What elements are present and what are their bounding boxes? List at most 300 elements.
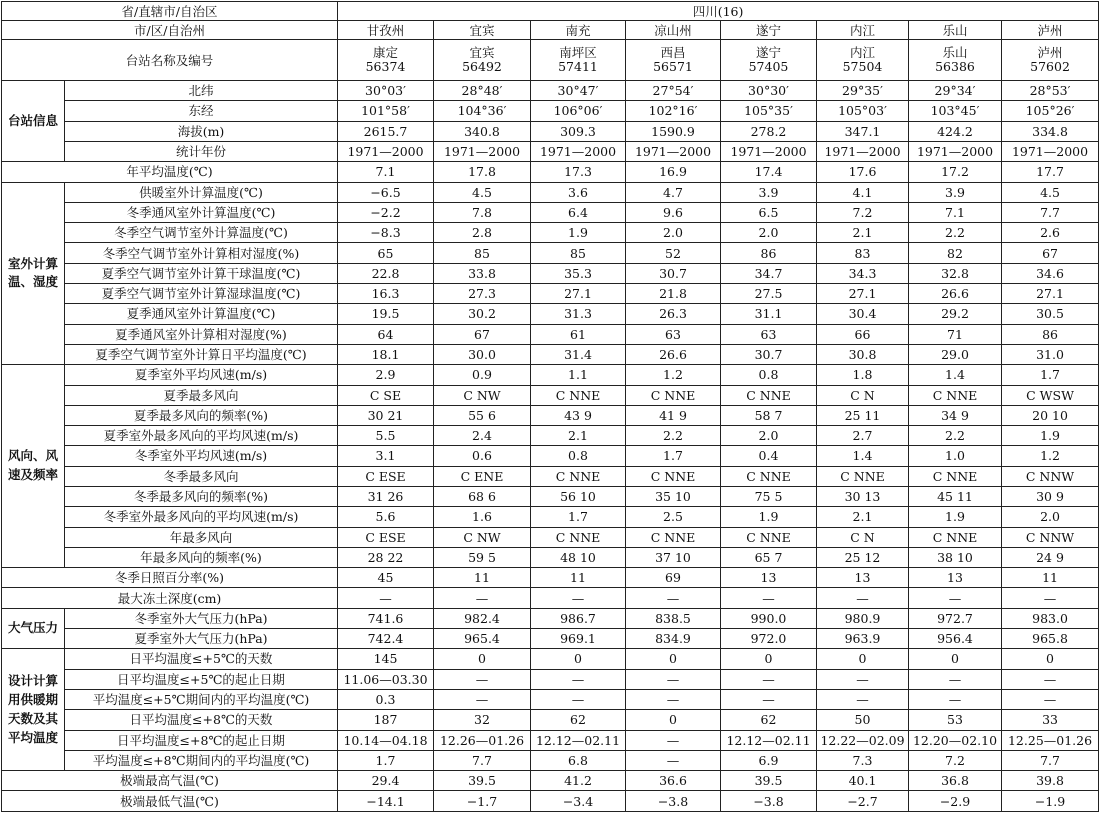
value-cell: −8.3 [338,223,434,243]
station-name: 乐山 [942,45,968,61]
city-cell: 宜宾 [434,21,531,40]
value-cell: C NNE [531,466,626,486]
value-cell: 62 [531,710,626,730]
value-cell: 0.4 [721,446,817,466]
value-cell: 27.1 [531,284,626,304]
value-cell: 12.26—01.26 [434,730,531,750]
value-cell: 27.3 [434,284,531,304]
value-cell: 7.1 [909,202,1002,222]
value-cell: 741.6 [338,608,434,628]
row-label: 夏季空气调节室外计算湿球温度(℃) [65,284,338,304]
value-cell: 35 10 [626,487,721,507]
value-cell: — [434,689,531,709]
value-cell: 68 6 [434,487,531,507]
row-sunshine-w [2,568,1099,588]
value-cell: C NNE [721,466,817,486]
value-cell: −14.1 [338,791,434,812]
value-cell: C N [817,385,909,405]
value-cell: 28°48′ [434,81,531,101]
value-cell: −2.2 [338,202,434,222]
group-heating: 设计计算用供暖期天数及其平均温度 [2,649,65,771]
value-cell: 30.8 [817,344,909,364]
value-cell: 1.7 [338,750,434,770]
value-cell: C ESE [338,527,434,547]
value-cell: — [721,689,817,709]
value-cell: 7.2 [909,750,1002,770]
value-cell: 29.0 [909,344,1002,364]
station-name: 遂宁 [755,45,781,61]
row-t-ac-w [2,223,1099,243]
value-cell: 0 [626,710,721,730]
value-cell: 2.1 [817,507,909,527]
value-cell: — [1002,669,1099,689]
station-row [2,40,1099,81]
value-cell: 7.7 [1002,750,1099,770]
value-cell: 56 10 [531,487,626,507]
city-cell: 甘孜州 [338,21,434,40]
row-label: 夏季室外大气压力(hPa) [65,629,338,649]
value-cell: 19.5 [338,304,434,324]
station-cell [909,40,1002,81]
row-lat [2,81,1099,101]
value-cell: 1.4 [817,446,909,466]
value-cell: 30 21 [338,405,434,425]
value-cell: 12.22—02.09 [817,730,909,750]
value-cell: 30.7 [721,344,817,364]
row-label: 冬季最多风向的频率(%) [65,487,338,507]
value-cell: 334.8 [1002,121,1099,141]
value-cell: 22.8 [338,263,434,283]
value-cell: 1.9 [721,507,817,527]
row-d8-days [2,710,1099,730]
value-cell: 45 11 [909,487,1002,507]
value-cell: 7.1 [338,162,434,182]
value-cell: −2.9 [909,791,1002,812]
value-cell: 2.0 [1002,507,1099,527]
value-cell: 2.8 [434,223,531,243]
value-cell: 1.7 [1002,365,1099,385]
row-label: 北纬 [65,81,338,101]
value-cell: 105°26′ [1002,101,1099,121]
value-cell: 0 [434,649,531,669]
value-cell: — [626,689,721,709]
value-cell: 0 [1002,649,1099,669]
value-cell: 35.3 [531,263,626,283]
value-cell: 34.6 [1002,263,1099,283]
row-label: 夏季室外平均风速(m/s) [65,365,338,385]
row-label: 日平均温度≤+5℃的天数 [65,649,338,669]
row-label: 年最多风向 [65,527,338,547]
station-id: 57405 [748,59,789,75]
value-cell: — [531,669,626,689]
row-wf-w [2,487,1099,507]
value-cell: 20 10 [1002,405,1099,425]
value-cell: 39.8 [1002,771,1099,791]
value-cell: 1971—2000 [1002,141,1099,161]
value-cell: 27.1 [817,284,909,304]
row-label: 日平均温度≤+8℃的天数 [65,710,338,730]
value-cell: 17.8 [434,162,531,182]
value-cell: 30.2 [434,304,531,324]
group-outdoor-temp: 室外计算温、湿度 [2,182,65,365]
value-cell: 1.9 [909,507,1002,527]
province-value: 四川(16) [338,2,1099,21]
row-label: 供暖室外计算温度(℃) [65,182,338,202]
value-cell: 1.7 [531,507,626,527]
value-cell: 2.2 [909,223,1002,243]
value-cell: — [817,588,909,608]
value-cell: 3.6 [531,182,626,202]
value-cell: 105°35′ [721,101,817,121]
row-label: 冬季最多风向 [65,466,338,486]
value-cell: 30.0 [434,344,531,364]
row-wd-y [2,527,1099,547]
value-cell: 990.0 [721,608,817,628]
value-cell: 86 [1002,324,1099,344]
value-cell: 347.1 [817,121,909,141]
station-cell [626,40,721,81]
value-cell: 11 [1002,568,1099,588]
row-frost [2,588,1099,608]
row-label: 日平均温度≤+8℃的起止日期 [65,730,338,750]
value-cell: — [626,730,721,750]
value-cell: 32.8 [909,263,1002,283]
value-cell: 31 26 [338,487,434,507]
value-cell: 1.8 [817,365,909,385]
value-cell: 85 [434,243,531,263]
value-cell: 26.3 [626,304,721,324]
value-cell: — [531,588,626,608]
value-cell: 965.8 [1002,629,1099,649]
value-cell: 0 [721,649,817,669]
row-label: 冬季空气调节室外计算温度(℃) [65,223,338,243]
row-rh-ac-w [2,243,1099,263]
value-cell: 986.7 [531,608,626,628]
value-cell: 17.3 [531,162,626,182]
value-cell: 1.6 [434,507,531,527]
value-cell: 30.5 [1002,304,1099,324]
value-cell: 6.9 [721,750,817,770]
row-t-heat [2,182,1099,202]
value-cell: 55 6 [434,405,531,425]
value-cell: 2.0 [626,223,721,243]
value-cell: 2.5 [626,507,721,527]
value-cell: 85 [531,243,626,263]
value-cell: −3.8 [721,791,817,812]
value-cell: — [434,588,531,608]
value-cell: 30°30′ [721,81,817,101]
value-cell: C NNE [721,527,817,547]
value-cell: 30.7 [626,263,721,283]
value-cell: 31.3 [531,304,626,324]
value-cell: 36.8 [909,771,1002,791]
value-cell: −1.7 [434,791,531,812]
value-cell: — [626,669,721,689]
value-cell: 6.8 [531,750,626,770]
value-cell: 1.2 [1002,446,1099,466]
value-cell: 50 [817,710,909,730]
value-cell: — [626,588,721,608]
value-cell: C SE [338,385,434,405]
value-cell: C NNE [626,466,721,486]
value-cell: C NNW [1002,527,1099,547]
climate-data-table [1,1,1099,812]
value-cell: 48 10 [531,547,626,567]
row-t-ac-s-daily [2,344,1099,364]
row-label: 平均温度≤+5℃期间内的平均温度(℃) [65,689,338,709]
row-label: 夏季室外最多风向的平均风速(m/s) [65,426,338,446]
value-cell: C NNE [531,385,626,405]
value-cell: 3.9 [721,182,817,202]
value-cell: 67 [1002,243,1099,263]
province-label: 省/直辖市/自治区 [2,2,338,21]
value-cell: 106°06′ [531,101,626,121]
value-cell: 1.7 [626,446,721,466]
value-cell: 838.5 [626,608,721,628]
row-d5-temp [2,689,1099,709]
value-cell: 37 10 [626,547,721,567]
row-label: 冬季空气调节室外计算相对湿度(%) [65,243,338,263]
row-t-max [2,771,1099,791]
row-d5-dates [2,669,1099,689]
value-cell: 59 5 [434,547,531,567]
value-cell: 1.4 [909,365,1002,385]
value-cell: 4.1 [817,182,909,202]
value-cell: −2.7 [817,791,909,812]
value-cell: 13 [909,568,1002,588]
row-label: 东经 [65,101,338,121]
value-cell: 39.5 [434,771,531,791]
value-cell: 969.1 [531,629,626,649]
value-cell: 2.4 [434,426,531,446]
value-cell: 33.8 [434,263,531,283]
value-cell: 30°47′ [531,81,626,101]
row-lon [2,101,1099,121]
value-cell: 104°36′ [434,101,531,121]
station-id: 57504 [842,59,883,75]
value-cell: 61 [531,324,626,344]
value-cell: 40.1 [817,771,909,791]
value-cell: 17.2 [909,162,1002,182]
value-cell: C NNE [531,527,626,547]
value-cell: 0.9 [434,365,531,385]
value-cell: 63 [626,324,721,344]
value-cell: 58 7 [721,405,817,425]
value-cell: 1.1 [531,365,626,385]
value-cell: 82 [909,243,1002,263]
row-ws-s-max [2,426,1099,446]
row-label: 夏季最多风向 [65,385,338,405]
value-cell: 26.6 [909,284,1002,304]
group-station-info: 台站信息 [2,81,65,162]
value-cell: 67 [434,324,531,344]
value-cell: 7.8 [434,202,531,222]
row-p-w [2,608,1099,628]
value-cell: 43 9 [531,405,626,425]
value-cell: 27.1 [1002,284,1099,304]
value-cell: −6.5 [338,182,434,202]
city-cell: 遂宁 [721,21,817,40]
value-cell: 45 [338,568,434,588]
value-cell: 26.6 [626,344,721,364]
value-cell: 5.5 [338,426,434,446]
value-cell: — [817,689,909,709]
value-cell: 11 [434,568,531,588]
value-cell: 13 [721,568,817,588]
value-cell: 41.2 [531,771,626,791]
row-ws-w-max [2,507,1099,527]
value-cell: 16.3 [338,284,434,304]
value-cell: 39.5 [721,771,817,791]
value-cell: −3.4 [531,791,626,812]
value-cell: 29.4 [338,771,434,791]
value-cell: 65 [338,243,434,263]
value-cell: 0.6 [434,446,531,466]
value-cell: 2.2 [626,426,721,446]
station-name: 西昌 [660,45,686,61]
city-cell: 凉山州 [626,21,721,40]
row-alt [2,121,1099,141]
value-cell: C ENE [434,466,531,486]
value-cell: — [338,588,434,608]
value-cell: 75 5 [721,487,817,507]
value-cell: 309.3 [531,121,626,141]
value-cell: 30 9 [1002,487,1099,507]
value-cell: 12.20—02.10 [909,730,1002,750]
value-cell: — [626,750,721,770]
value-cell: 2615.7 [338,121,434,141]
row-d5-days [2,649,1099,669]
value-cell: 86 [721,243,817,263]
value-cell: — [909,669,1002,689]
value-cell: 424.2 [909,121,1002,141]
station-name: 泸州 [1037,45,1063,61]
value-cell: 34.7 [721,263,817,283]
row-label: 日平均温度≤+5℃的起止日期 [65,669,338,689]
value-cell: 2.0 [721,223,817,243]
value-cell: 965.4 [434,629,531,649]
station-name: 南坪区 [559,45,597,61]
row-annual-temp [2,162,1099,182]
value-cell: 0.8 [721,365,817,385]
value-cell: — [721,669,817,689]
value-cell: −1.9 [1002,791,1099,812]
row-label: 极端最低气温(℃) [2,791,338,812]
value-cell: 963.9 [817,629,909,649]
row-rh-vent-s [2,324,1099,344]
value-cell: — [434,669,531,689]
value-cell: 25 12 [817,547,909,567]
station-cell [434,40,531,81]
value-cell: 21.8 [626,284,721,304]
station-label: 台站名称及编号 [2,40,338,81]
value-cell: 38 10 [909,547,1002,567]
station-id: 56374 [365,59,406,75]
value-cell: 2.9 [338,365,434,385]
value-cell: 41 9 [626,405,721,425]
station-id: 56571 [653,59,693,75]
station-name: 内江 [849,45,875,61]
value-cell: 102°16′ [626,101,721,121]
value-cell: 834.9 [626,629,721,649]
value-cell: 62 [721,710,817,730]
value-cell: 71 [909,324,1002,344]
value-cell: 12.12—02.11 [531,730,626,750]
value-cell: 33 [1002,710,1099,730]
value-cell: 101°58′ [338,101,434,121]
station-id: 57411 [558,59,598,75]
row-label: 夏季通风室外计算相对湿度(%) [65,324,338,344]
row-label: 极端最高气温(℃) [2,771,338,791]
value-cell: 1971—2000 [434,141,531,161]
station-id: 56492 [462,59,502,75]
value-cell: 1590.9 [626,121,721,141]
row-p-s [2,629,1099,649]
value-cell: C NNE [721,385,817,405]
value-cell: C NW [434,527,531,547]
value-cell: — [721,588,817,608]
value-cell: 30.4 [817,304,909,324]
value-cell: 29°35′ [817,81,909,101]
value-cell: C ESE [338,466,434,486]
value-cell: 17.4 [721,162,817,182]
row-d8-temp [2,750,1099,770]
value-cell: 983.0 [1002,608,1099,628]
station-cell [531,40,626,81]
value-cell: 4.5 [1002,182,1099,202]
value-cell: 982.4 [434,608,531,628]
row-label: 冬季室外最多风向的平均风速(m/s) [65,507,338,527]
value-cell: 36.6 [626,771,721,791]
value-cell: 66 [817,324,909,344]
value-cell: 3.1 [338,446,434,466]
value-cell: 34.3 [817,263,909,283]
city-label: 市/区/自治州 [2,21,338,40]
station-id: 57602 [1030,59,1070,75]
row-label: 夏季通风室外计算温度(℃) [65,304,338,324]
row-wd-w [2,466,1099,486]
value-cell: 30°03′ [338,81,434,101]
value-cell: 1.9 [1002,426,1099,446]
value-cell: — [909,689,1002,709]
value-cell: 0.3 [338,689,434,709]
value-cell: 11 [531,568,626,588]
value-cell: 52 [626,243,721,263]
value-cell: 4.7 [626,182,721,202]
value-cell: 1971—2000 [626,141,721,161]
value-cell: C WSW [1002,385,1099,405]
value-cell: 12.12—02.11 [721,730,817,750]
row-t-ac-s-dry [2,263,1099,283]
value-cell: 31.1 [721,304,817,324]
value-cell: 742.4 [338,629,434,649]
row-ws-w [2,446,1099,466]
value-cell: 13 [817,568,909,588]
value-cell: 4.5 [434,182,531,202]
city-row [2,21,1099,40]
value-cell: 27.5 [721,284,817,304]
group-wind: 风向、风速及频率 [2,365,65,568]
value-cell: C NNE [909,527,1002,547]
value-cell: 34 9 [909,405,1002,425]
value-cell: 1971—2000 [531,141,626,161]
value-cell: — [1002,689,1099,709]
row-label: 最大冻土深度(cm) [2,588,338,608]
value-cell: 1971—2000 [721,141,817,161]
station-id: 56386 [935,59,975,75]
row-t-ac-s-wet [2,284,1099,304]
value-cell: 30 13 [817,487,909,507]
